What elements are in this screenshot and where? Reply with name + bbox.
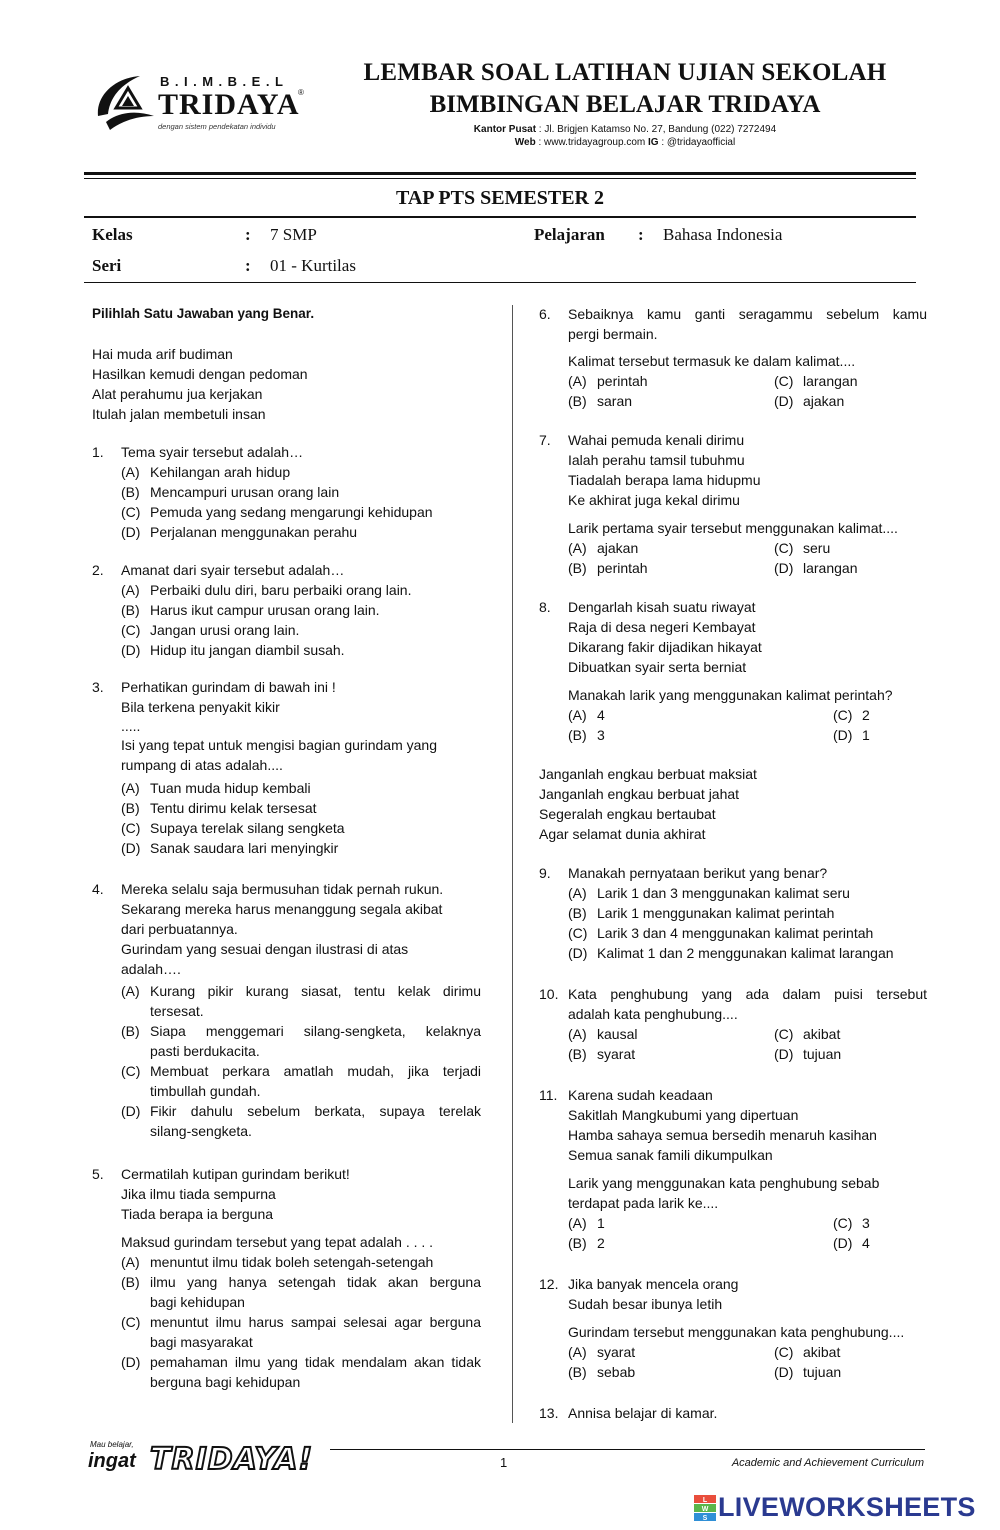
option-d[interactable]: (D) Kalimat 1 dan 2 menggunakan kalimat larangan — [568, 945, 894, 961]
question-6-prompt: Kalimat tersebut termasuk ke dalam kalimat.... — [568, 353, 856, 369]
question-11-number: 11. — [539, 1087, 558, 1103]
tridaya-logo — [92, 68, 322, 138]
option-b[interactable]: (B) 3 — [568, 727, 605, 743]
question-4-number: 4. — [92, 881, 104, 897]
pelajaran-colon: : — [638, 225, 644, 244]
question-line: Wahai pemuda kenali dirimu — [568, 432, 745, 448]
logo-bimbel-text: B.I.M.B.E.L — [160, 74, 289, 89]
info-rule — [84, 282, 916, 283]
web-and-ig — [330, 137, 920, 148]
question-9-number: 9. — [539, 865, 551, 881]
option-c[interactable]: (C) akibat — [774, 1026, 841, 1042]
question-3-options — [121, 778, 345, 858]
question-3-number: 3. — [92, 679, 104, 695]
svg-text:S: S — [702, 1515, 708, 1521]
option-d[interactable]: (D) tujuan — [774, 1364, 842, 1380]
option-c[interactable]: (C) 2 — [833, 707, 870, 723]
option-a[interactable]: (A) Tuan muda hidup kembali — [121, 780, 311, 796]
column-divider — [512, 305, 513, 1423]
question-8-prompt: Manakah larik yang menggunakan kalimat perintah? — [568, 687, 893, 703]
question-line: ..... — [121, 718, 141, 734]
question-3-text — [121, 677, 437, 775]
question-7-prompt: Larik pertama syair tersebut menggunakan kalimat.... — [568, 520, 898, 536]
question-7-number: 7. — [539, 432, 551, 448]
logo-name: TRIDAYA — [158, 88, 300, 121]
question-10-options — [568, 1024, 928, 1064]
question-6-text — [568, 304, 927, 344]
option-b[interactable]: (B) ilmu yang hanya setengah tidak akan berguna bagi kehidupan — [121, 1274, 481, 1310]
question-line: Sekarang mereka harus menanggung segala akibat — [121, 901, 443, 917]
kelas-colon: : — [245, 225, 251, 244]
question-2-text: Amanat dari syair tersebut adalah… — [121, 562, 345, 578]
option-b[interactable]: (B) sebab — [568, 1364, 636, 1380]
question-line: adalah kata penghubung.... — [568, 1006, 738, 1022]
option-d[interactable]: (D) Hidup itu jangan diambil susah. — [121, 642, 345, 658]
poem-2 — [539, 764, 757, 844]
web-label: Web — [514, 137, 536, 148]
option-a[interactable]: (A) 1 — [568, 1215, 605, 1231]
poem-line: Itulah jalan membetuli insan — [92, 406, 266, 422]
question-line: Mereka selalu saja bermusuhan tidak pernah rukun. — [121, 881, 444, 897]
logo-registered-mark: ® — [298, 88, 304, 97]
question-6-number: 6. — [539, 306, 551, 322]
poem-line: Hasilkan kemudi dengan pedoman — [92, 366, 308, 382]
question-11-text — [568, 1085, 877, 1165]
question-line: Raja di desa negeri Kembayat — [568, 619, 756, 635]
option-c[interactable]: (C) Jangan urusi orang lain. — [121, 622, 300, 638]
header-rule-thin — [84, 178, 916, 179]
option-b[interactable]: (B) syarat — [568, 1046, 636, 1062]
option-d[interactable]: (D) Perjalanan menggunakan perahu — [121, 524, 358, 540]
option-b[interactable]: (B) perintah — [568, 560, 648, 576]
question-line: Isi yang tepat untuk mengisi bagian gurindam yang — [121, 737, 437, 753]
liveworksheets-watermark — [694, 1492, 994, 1524]
question-8-number: 8. — [539, 599, 551, 615]
option-c[interactable]: (C) seru — [774, 540, 831, 556]
option-c[interactable]: (C) akibat — [774, 1344, 841, 1360]
poem-line: Segeralah engkau bertaubat — [539, 806, 716, 822]
question-line: dari perbuatannya. — [121, 921, 238, 937]
office-address — [330, 124, 920, 135]
footer-rule — [330, 1449, 925, 1450]
question-12-options — [568, 1342, 928, 1382]
svg-text:W: W — [701, 1506, 709, 1513]
poem-line: Agar selamat dunia akhirat — [539, 826, 706, 842]
seri-colon: : — [245, 256, 251, 275]
question-5-number: 5. — [92, 1166, 104, 1182]
option-d[interactable]: (D) 4 — [833, 1235, 870, 1251]
ig-label: IG — [647, 137, 659, 148]
question-line: Hamba sahaya semua bersedih menaruh kasihan — [568, 1127, 877, 1143]
option-c[interactable]: (C) Pemuda yang sedang mengarungi kehidupan — [121, 504, 433, 520]
question-5-options — [121, 1252, 481, 1392]
question-line: Tiada berapa ia berguna — [121, 1206, 274, 1222]
option-b[interactable]: (B) Mencampuri urusan orang lain — [121, 484, 340, 500]
question-13-text: Annisa belajar di kamar. — [568, 1405, 718, 1421]
question-line: Dengarlah kisah suatu riwayat — [568, 599, 756, 615]
option-b[interactable]: (B) 2 — [568, 1235, 605, 1251]
title-line-1: LEMBAR SOAL LATIHAN UJIAN SEKOLAH — [363, 59, 887, 86]
seri-label: Seri — [92, 256, 122, 275]
liveworksheets-text: LIVEWORKSHEETS — [718, 1492, 976, 1522]
liveworksheets-badge-icon — [694, 1495, 716, 1521]
option-d[interactable]: (D) Sanak saudara lari menyingkir — [121, 840, 339, 856]
question-4-options — [121, 981, 481, 1141]
option-b[interactable]: (B) Harus ikut campur urusan orang lain. — [121, 602, 380, 618]
question-line: Semua sanak famili dikumpulkan — [568, 1147, 773, 1163]
question-12-text — [568, 1274, 738, 1314]
address-text: : Jl. Brigjen Katamso No. 27, Bandung (022) 7272494 — [536, 124, 777, 135]
poem-line: Janganlah engkau berbuat jahat — [539, 786, 740, 802]
question-2-options — [121, 580, 411, 660]
question-11-options — [568, 1213, 928, 1253]
pelajaran-label: Pelajaran — [534, 225, 605, 244]
question-line: Dikarang fakir dijadikan hikayat — [568, 639, 762, 655]
kelas-label: Kelas — [92, 225, 133, 244]
exam-title-rule — [84, 216, 916, 218]
question-line: Jika banyak mencela orang — [568, 1276, 739, 1292]
option-a[interactable]: (A) 4 — [568, 707, 605, 723]
question-7-options — [568, 538, 928, 578]
question-line: Karena sudah keadaan — [568, 1087, 713, 1103]
question-line: adalah…. — [121, 961, 181, 977]
question-line: Sakitlah Mangkubumi yang dipertuan — [568, 1107, 799, 1123]
question-10-number: 10. — [539, 986, 559, 1002]
question-1-number: 1. — [92, 444, 104, 460]
question-line: Gurindam yang sesuai dengan ilustrasi di atas — [121, 941, 409, 957]
option-d[interactable]: (D) pemahaman ilmu yang tidak mendalam akan tidak berguna bagi kehidupan — [121, 1354, 481, 1390]
option-b[interactable]: (B) Larik 1 menggunakan kalimat perintah — [568, 905, 835, 921]
page-number: 1 — [500, 1455, 508, 1470]
question-1-options — [121, 462, 433, 542]
question-4-text — [121, 879, 443, 979]
question-line: terdapat pada larik ke.... — [568, 1195, 719, 1211]
question-line: Sebaiknya kamu ganti seragammu sebelum kamu — [568, 306, 927, 322]
question-9-text: Manakah pernyataan berikut yang benar? — [568, 865, 828, 881]
option-c[interactable]: (C) Membuat perkara amatlah mudah, jika terjadi timbullah gundah. — [121, 1063, 481, 1099]
option-a[interactable]: (A) syarat — [568, 1344, 636, 1360]
question-line: Larik yang menggunakan kata penghubung sebab — [568, 1175, 880, 1191]
option-c[interactable]: (C) Larik 3 dan 4 menggunakan kalimat perintah — [568, 925, 874, 941]
question-line: Ialah perahu tamsil tubuhmu — [568, 452, 745, 468]
question-12-number: 12. — [539, 1276, 559, 1292]
question-line: pergi bermain. — [568, 326, 658, 342]
question-line: Sudah besar ibunya letih — [568, 1296, 723, 1312]
question-5-text — [121, 1164, 350, 1224]
logo-tagline: dengan sistem pendekatan individu — [158, 122, 276, 131]
ig-text: : @tridayaofficial — [658, 137, 736, 148]
slogan-tridaya: TRIDAYA! — [150, 1442, 314, 1477]
option-a[interactable]: (A) menuntut ilmu tidak boleh setengah-setengah — [121, 1254, 434, 1270]
question-11-prompt — [568, 1173, 879, 1213]
question-line: Ke akhirat juga kekal dirimu — [568, 492, 740, 508]
option-d[interactable]: (D) ajakan — [774, 393, 845, 409]
question-6-options — [568, 371, 928, 411]
poem-line: Janganlah engkau berbuat maksiat — [539, 766, 757, 782]
title-line-2: BIMBINGAN BELAJAR TRIDAYA — [429, 91, 821, 118]
question-13-number: 13. — [539, 1405, 559, 1421]
question-7-text — [568, 430, 761, 510]
poem-line: Alat perahumu jua kerjakan — [92, 386, 263, 402]
question-8-options — [568, 705, 928, 745]
question-5-prompt: Maksud gurindam tersebut yang tepat adalah . . . . — [121, 1234, 434, 1250]
poem-line: Hai muda arif budiman — [92, 346, 233, 362]
question-line: rumpang di atas adalah.... — [121, 757, 283, 773]
question-line: Tiadalah berapa lama hidupmu — [568, 472, 761, 488]
option-c[interactable]: (C) 3 — [833, 1215, 870, 1231]
option-c[interactable]: (C) Supaya terelak silang sengketa — [121, 820, 345, 836]
poem-1 — [92, 344, 308, 424]
question-line: Dibuatkan syair serta berniat — [568, 659, 747, 675]
option-a[interactable]: (A) Kehilangan arah hidup — [121, 464, 291, 480]
question-10-text — [568, 984, 927, 1024]
question-line: Perhatikan gurindam di bawah ini ! — [121, 679, 336, 695]
slogan-ingat: ingat — [88, 1450, 136, 1472]
question-line: Kata penghubung yang ada dalam puisi tersebut — [568, 986, 927, 1002]
exam-title: TAP PTS SEMESTER 2 — [395, 187, 605, 209]
option-a[interactable]: (A) Larik 1 dan 3 menggunakan kalimat seru — [568, 885, 850, 901]
question-1-text: Tema syair tersebut adalah… — [121, 444, 304, 460]
question-2-number: 2. — [92, 562, 104, 578]
question-line: Bila terkena penyakit kikir — [121, 699, 280, 715]
question-9-options — [568, 883, 894, 963]
question-12-prompt: Gurindam tersebut menggunakan kata penghubung.... — [568, 1324, 905, 1340]
option-b[interactable]: (B) Siapa menggemari silang-sengketa, kelaknya pasti berdukacita. — [121, 1023, 481, 1059]
seri-value: 01 - Kurtilas — [270, 256, 356, 275]
svg-text:L: L — [702, 1497, 708, 1504]
question-8-text — [568, 597, 762, 677]
web-text: : www.tridayagroup.com — [535, 137, 648, 148]
option-d[interactable]: (D) tujuan — [774, 1046, 842, 1062]
option-b[interactable]: (B) Tentu dirimu kelak tersesat — [121, 800, 317, 816]
question-line: Cermatilah kutipan gurindam berikut! — [121, 1166, 350, 1182]
option-a[interactable]: (A) Perbaiki dulu diri, baru perbaiki orang lain. — [121, 582, 412, 598]
curriculum-label: Academic and Achievement Curriculum — [731, 1457, 924, 1469]
option-b[interactable]: (B) saran — [568, 393, 633, 409]
pelajaran-value: Bahasa Indonesia — [663, 225, 783, 244]
address-label: Kantor Pusat — [473, 124, 537, 135]
option-c[interactable]: (C) menuntut ilmu harus sampai selesai agar berguna bagi masyarakat — [121, 1314, 481, 1350]
option-a[interactable]: (A) kausal — [568, 1026, 638, 1042]
option-d[interactable]: (D) Fikir dahulu sebelum berkata, supaya terelak silang-sengketa. — [121, 1103, 481, 1139]
option-c[interactable]: (C) larangan — [774, 373, 858, 389]
instruction: Pilihlah Satu Jawaban yang Benar. — [92, 306, 315, 321]
option-d[interactable]: (D) larangan — [774, 560, 858, 576]
slogan-small: Mau belajar, — [90, 1440, 134, 1449]
question-line: Jika ilmu tiada sempurna — [121, 1186, 276, 1202]
tridaya-emblem-icon — [92, 72, 158, 134]
option-a[interactable]: (A) Kurang pikir kurang siasat, tentu kelak dirimu tersesat. — [121, 983, 481, 1019]
option-a[interactable]: (A) ajakan — [568, 540, 639, 556]
option-d[interactable]: (D) 1 — [833, 727, 870, 743]
kelas-value: 7 SMP — [270, 225, 317, 244]
option-a[interactable]: (A) perintah — [568, 373, 648, 389]
header-rule-thick — [84, 172, 916, 175]
